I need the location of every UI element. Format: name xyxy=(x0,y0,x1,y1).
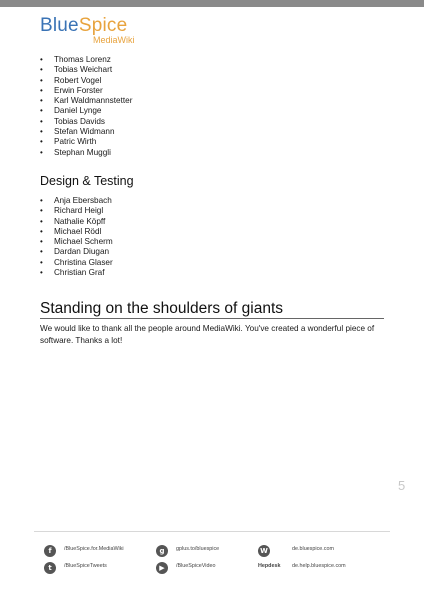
wordpress-icon: W xyxy=(258,545,270,557)
youtube-icon: ▶ xyxy=(156,562,168,574)
contributors-list xyxy=(40,55,132,158)
list-item: • Dardan Diugan xyxy=(40,247,113,257)
list-item: • Erwin Forster xyxy=(40,86,132,96)
list-item: • Stephan Muggli xyxy=(40,148,132,158)
page-number: 5 xyxy=(398,478,406,493)
list-item: • Anja Ebersbach xyxy=(40,196,113,206)
top-bar xyxy=(0,0,424,7)
section-heading-design-testing: Design & Testing xyxy=(40,174,134,188)
help-site-link[interactable]: de.help.bluespice.com xyxy=(292,563,346,569)
logo-text-blue: Blue xyxy=(40,15,79,36)
list-item: • Daniel Lynge xyxy=(40,106,132,116)
list-item: • Christian Graf xyxy=(40,268,113,278)
list-item: • Richard Heigl xyxy=(40,206,113,216)
list-item: • Michael Scherm xyxy=(40,237,113,247)
bluespice-logo xyxy=(40,15,135,45)
video-link[interactable]: /BlueSpiceVideo xyxy=(176,563,216,569)
twitter-icon: t xyxy=(44,562,56,574)
list-item: • Stefan Widmann xyxy=(40,127,132,137)
list-item: • Michael Rödl xyxy=(40,227,113,237)
heading-underline xyxy=(40,318,384,319)
list-item: • Karl Waldmannstetter xyxy=(40,96,132,106)
helpdesk-label: Hepdesk xyxy=(258,563,281,569)
facebook-link[interactable]: /BlueSpice.for.MediaWiki xyxy=(64,546,124,552)
list-item: • Nathalie Köpff xyxy=(40,217,113,227)
design-testing-list xyxy=(40,196,113,278)
thanks-paragraph: We would like to thank all the people around MediaWiki. You've created a wonderful piece of software. Thanks a lot! xyxy=(40,324,375,345)
website-link[interactable]: de.bluespice.com xyxy=(292,546,334,552)
list-item: • Patric Wirth xyxy=(40,137,132,147)
footer-divider xyxy=(34,531,390,532)
list-item: • Robert Vogel xyxy=(40,76,132,86)
section-heading-giants: Standing on the shoulders of giants xyxy=(40,300,284,317)
list-item: • Christina Glaser xyxy=(40,258,113,268)
list-item: • Thomas Lorenz xyxy=(40,55,132,65)
facebook-icon: f xyxy=(44,545,56,557)
google-plus-icon: g xyxy=(156,545,168,557)
logo-text-spice: Spice xyxy=(78,15,128,36)
list-item: • Tobias Weichart xyxy=(40,65,132,75)
list-item: • Tobias Davids xyxy=(40,117,132,127)
gplus-link[interactable]: gplus.to/bluespice xyxy=(176,546,220,552)
twitter-link[interactable]: /BlueSpiceTweets xyxy=(64,563,107,569)
logo-subtitle: MediaWiki xyxy=(93,35,135,45)
